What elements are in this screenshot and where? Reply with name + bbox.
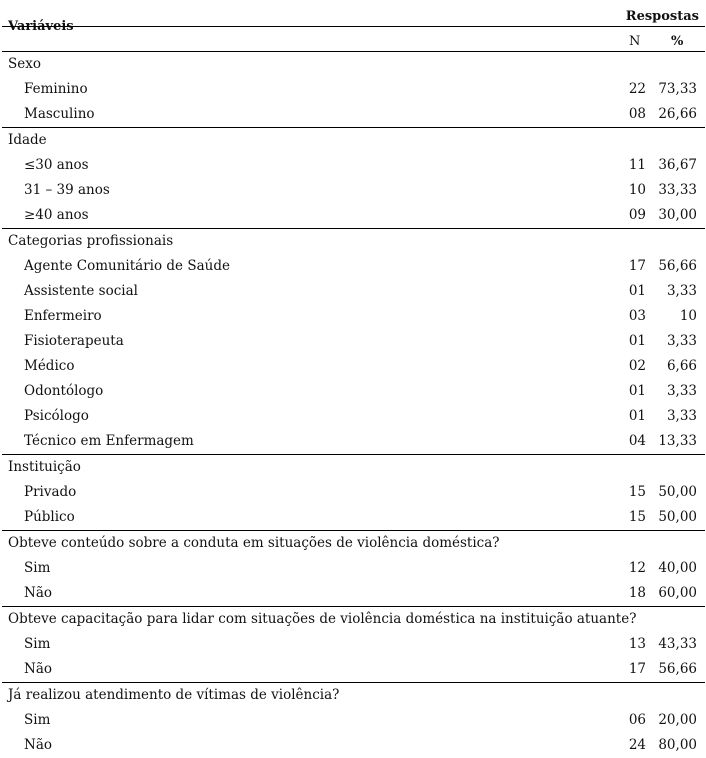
row-label: ≤30 anos [24, 157, 89, 173]
table-row [2, 429, 705, 454]
row-percent: 33,33 [658, 182, 697, 198]
row-percent: 3,33 [666, 333, 697, 349]
row-count: 06 [628, 712, 646, 728]
section-row [2, 454, 705, 480]
section-row [2, 52, 705, 77]
row-label: ≥40 anos [24, 207, 89, 223]
row-count: 04 [628, 433, 646, 449]
header-rule [2, 26, 705, 27]
table-row [2, 480, 705, 505]
row-label: Assistente social [24, 283, 138, 299]
row-label: Masculino [24, 106, 95, 122]
table-row [2, 178, 705, 203]
row-percent: 3,33 [666, 383, 697, 399]
header-variables: Variáveis [8, 19, 74, 34]
section-title: Categorias profissionais [8, 233, 174, 249]
row-label: Psicólogo [24, 408, 89, 424]
row-percent: 3,33 [666, 408, 697, 424]
row-count: 13 [628, 636, 646, 652]
row-percent: 26,66 [658, 106, 697, 122]
row-count: 15 [628, 484, 646, 500]
row-percent: 73,33 [658, 81, 697, 97]
row-label: Sim [24, 560, 51, 576]
row-label: Não [24, 661, 52, 677]
table-row [2, 404, 705, 429]
row-label: Não [24, 737, 52, 753]
section-title: Obteve conteúdo sobre a conduta em situações de violência doméstica? [8, 535, 500, 551]
header-responses: Respostas [625, 9, 699, 24]
table-row [2, 556, 705, 581]
table-header [2, 0, 705, 52]
row-label: Não [24, 585, 52, 601]
row-count: 15 [628, 509, 646, 525]
row-count: 11 [628, 157, 646, 173]
row-percent: 20,00 [658, 712, 697, 728]
section-title: Sexo [8, 56, 41, 72]
table-body [2, 52, 705, 758]
table-row [2, 632, 705, 657]
row-label: 31 – 39 anos [24, 182, 110, 198]
section-title: Idade [8, 132, 47, 148]
row-count: 02 [628, 358, 646, 374]
row-count: 17 [628, 258, 646, 274]
row-label: Agente Comunitário de Saúde [24, 258, 230, 274]
row-percent: 56,66 [658, 661, 697, 677]
table-row [2, 708, 705, 733]
row-percent: 6,66 [666, 358, 697, 374]
row-count: 01 [628, 333, 646, 349]
table-row [2, 304, 705, 329]
table-row [2, 153, 705, 178]
data-table [2, 0, 705, 758]
table-row [2, 329, 705, 354]
row-percent: 30,00 [658, 207, 697, 223]
section-title: Obteve capacitação para lidar com situações de violência doméstica na instituição atuante? [8, 611, 637, 627]
section-row [2, 682, 705, 708]
row-percent: 80,00 [658, 737, 697, 753]
table-row [2, 354, 705, 379]
table-row [2, 657, 705, 682]
table-row [2, 254, 705, 279]
section-row [2, 228, 705, 254]
row-count: 22 [628, 81, 646, 97]
row-percent: 50,00 [658, 509, 697, 525]
section-row [2, 127, 705, 153]
section-row [2, 530, 705, 556]
row-label: Técnico em Enfermagem [24, 433, 194, 449]
row-label: Privado [24, 484, 77, 500]
row-count: 09 [628, 207, 646, 223]
row-label: Enfermeiro [24, 308, 102, 324]
row-count: 24 [628, 737, 646, 753]
row-label: Sim [24, 712, 51, 728]
row-count: 18 [628, 585, 646, 601]
row-count: 01 [628, 383, 646, 399]
section-title: Já realizou atendimento de vítimas de violência? [8, 687, 340, 703]
row-percent: 13,33 [658, 433, 697, 449]
table-row [2, 203, 705, 228]
row-count: 01 [628, 408, 646, 424]
section-title: Instituição [8, 459, 81, 475]
row-label: Feminino [24, 81, 88, 97]
row-label: Fisioterapeuta [24, 333, 124, 349]
row-count: 10 [628, 182, 646, 198]
row-percent: 50,00 [658, 484, 697, 500]
row-percent: 56,66 [658, 258, 697, 274]
row-label: Público [24, 509, 75, 525]
header-col-pct: % [671, 34, 684, 49]
header-col-n: N [629, 34, 641, 49]
table-row [2, 733, 705, 758]
row-percent: 43,33 [658, 636, 697, 652]
row-count: 08 [628, 106, 646, 122]
section-row [2, 606, 705, 632]
row-percent: 60,00 [658, 585, 697, 601]
row-count: 01 [628, 283, 646, 299]
row-label: Odontólogo [24, 383, 104, 399]
row-count: 17 [628, 661, 646, 677]
row-percent: 3,33 [666, 283, 697, 299]
table-row [2, 505, 705, 530]
row-percent: 36,67 [658, 157, 697, 173]
table-row [2, 102, 705, 127]
table-row [2, 279, 705, 304]
row-count: 12 [628, 560, 646, 576]
row-label: Médico [24, 358, 75, 374]
table-row [2, 77, 705, 102]
row-count: 03 [628, 308, 646, 324]
row-percent: 40,00 [658, 560, 697, 576]
table-row [2, 379, 705, 404]
row-label: Sim [24, 636, 51, 652]
row-percent: 10 [679, 308, 697, 324]
table-row [2, 581, 705, 606]
